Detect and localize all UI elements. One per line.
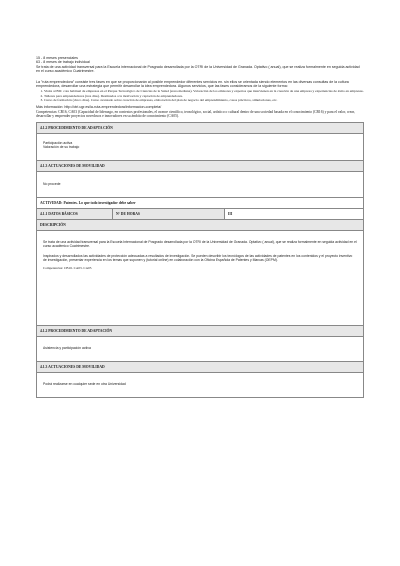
activity-procedure-header: 4.1.2 PROCEDIMIENTO DE ADAPTACIÓN (37, 325, 363, 336)
activity-mobility-header: 4.1.3 ACTUACIONES DE MOVILIDAD (37, 361, 363, 372)
document-page (36, 56, 364, 398)
activity-procedure-text: Asistencia y participación activa (43, 345, 91, 350)
bullet-line-1: 15 - 8 meses presenciales (36, 56, 78, 60)
basic-data-row (37, 208, 363, 219)
description-cell (37, 230, 363, 325)
description-header: DESCRIPCIÓN (37, 219, 363, 230)
list-item: 1. Visita al BIC cota habitual de empresas en el Parque Tecnológico de Ciencias de la Salud (zona mediana). Valoración de los emisores y expertos que intervienen en la creación de una empresa y experiencias de éxito en empresas. (44, 89, 364, 93)
mobility-text: No procede (43, 181, 61, 186)
activity-title: ACTIVIDAD: Patentes. Lo que todo investigador debe saber (37, 197, 363, 208)
procedure-line-1: Participación activa (43, 140, 73, 145)
intro-paragraph-1: Se trata de una actividad transversal para la Escuela internacional de Posgrado desarrollada por la OTRI de la Universidad de Granada. Optativo ( anual), que se realiza formalmente en seguida actividad en el curso académico Cuatrimestre. (36, 64, 360, 74)
bullet-line-2: 63 - 8 meses de trabajo individual (36, 60, 90, 65)
activity-competences: Competencias: CB16. CA03. CA05 (43, 266, 92, 271)
procedure-header: 4.1.2 PROCEDIMIENTO DE ADAPTA CIÓN (37, 123, 363, 133)
activity-mobility-cell (37, 372, 363, 397)
description-paragraph-2: Inspirados y desarrollados las actividades de protección adecuadas a resultados de investigación. Se pueden describir los tecnólogos de las actividades de patentes en los contenidos y el proyecto inventivo de investigación, presentar experiencia en los temas que suponen y (tutorial online) en colaboración con la Oficina Española de Patentes y Marcas (OEPM). (43, 253, 353, 263)
basic-data-header: 4.1.1 DATOS BÁSICOS (37, 209, 112, 219)
hours-label: Nº DE HORAS (112, 209, 224, 219)
activity-mobility-text: Podrá realizarse en cualquier sede en otra Universidad (43, 381, 126, 386)
procedure-line-2: Valoración de su trabajo (43, 144, 80, 149)
activity-procedure-cell (37, 336, 363, 361)
section-1-table (36, 122, 364, 398)
description-paragraph-1: Se trata de una actividad transversal para la Escuela Internacional de Posgrado desarrollada por la OTRI de la Universidad de Granada. Optativo ( anual), que se realiza formalmente en seguida actividad en el curso académico Cuatrimestre. (43, 239, 357, 248)
mobility-header: 4.1.3 ACTUACIONES DE MOVILIDAD (37, 160, 363, 171)
list-item: 2. Talleres para emprendedores (tres días). Destinados a la motivación y captación de emprendedores. (44, 94, 364, 98)
more-info-line: Más información: http://otri.ugr.es/la-ruta-emprendedora/informacion-completa/ (36, 105, 162, 110)
procedure-cell (37, 133, 363, 160)
competences-text: Competencias: CB16, CA03 (Capacidad de liderazgo, en contextos profesionales, el avance científico, tecnológico, social, artístico o cultural dentro de una sociedad basada en el conocimiento (CB16) y para el valor, crear, desarrollar y emprender proyectos novedosos e innovadores en su ámbito de conocimiento (CA05). (36, 109, 355, 119)
mobility-cell (37, 171, 363, 197)
activity-phases-list (44, 89, 364, 102)
intro-paragraph-2: La "ruta emprendedora" consiste tres fases en que se proporcionarán al posible emprendedor diferentes servicios en. sin ellos se orientada siendo elementos en las diversas consultas de la cultura emprendedora, desarrollar una estrategia que permitir desarrollar la idea emprendedora. Algunos servicios, que las fases consideramos de la siguiente forma: (36, 79, 349, 89)
hours-value: III (224, 209, 363, 219)
list-item: 3. Curso de formación (cinco días). Curso avanzado sobre creación de empresas, elaboración del plan de negocio del emprendimiento, casos prácticos, simulaciones, etc. (44, 98, 364, 102)
intro-block (36, 56, 364, 119)
